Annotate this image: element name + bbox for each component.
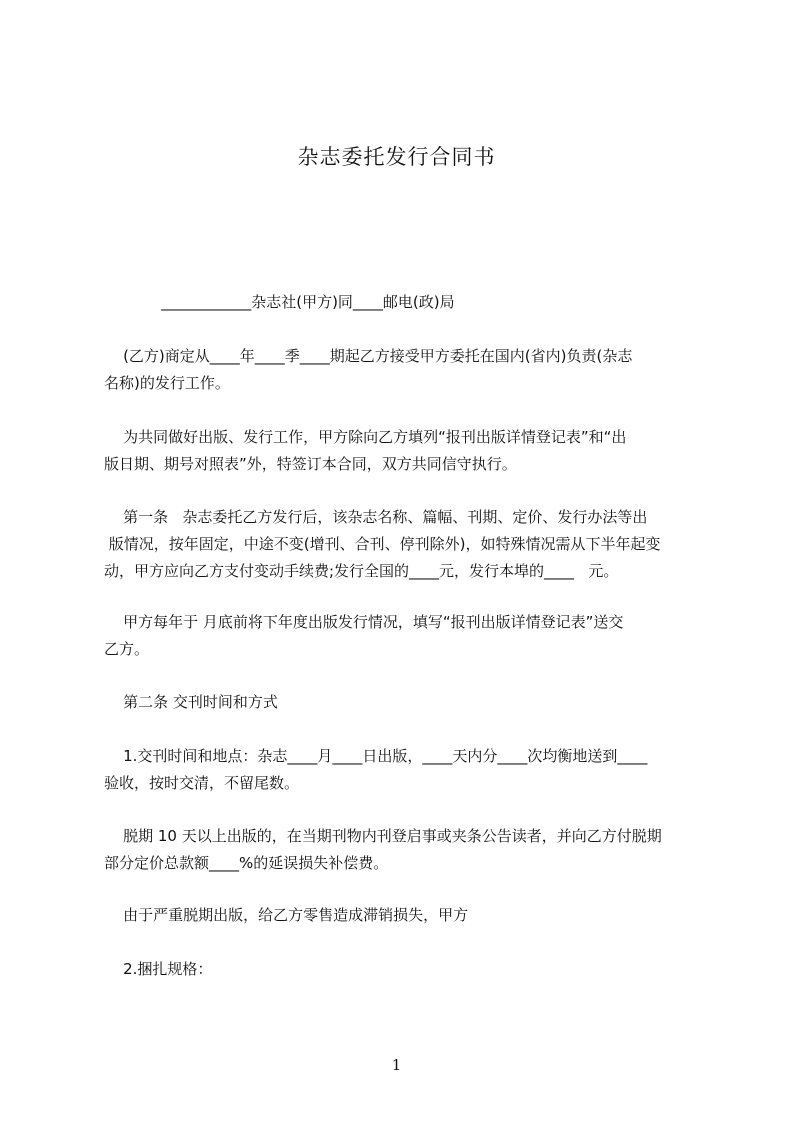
clause-line: 验收，按时交清，不留尾数。	[104, 774, 300, 792]
article-1-line: 第一条 杂志委托乙方发行后，该杂志名称、篇幅、刊期、定价、发行办法等出	[104, 508, 648, 526]
article-1-line: 动，甲方应向乙方支付变动手续费;发行全国的____元，发行本埠的____ 元。	[104, 562, 619, 580]
clause-line: 脱期 10 天以上出版的，在当期刊物内刊登启事或夹条公告读者，并向乙方付脱期	[104, 827, 662, 845]
paragraph-line: 为共同做好出版、发行工作，甲方除向乙方填列“报刊出版详情登记表”和“出	[104, 428, 627, 446]
clause-line: 2.捆扎规格：	[104, 960, 213, 978]
article-2-heading: 第二条 交刊时间和方式	[104, 693, 278, 711]
paragraph-line: 甲方每年于 月底前将下年度出版发行情况，填写“报刊出版详情登记表”送交	[104, 613, 624, 631]
page-number: 1	[391, 1056, 402, 1074]
paragraph-line: 乙方。	[104, 640, 150, 658]
article-1-line: 版情况，按年固定，中途不变(增刊、合刊、停刊除外)，如特殊情况需从下半年起变	[104, 535, 661, 553]
clause-line: 部分定价总款额____%的延误损失补偿费。	[104, 854, 389, 872]
document-title: 杂志委托发行合同书	[297, 145, 496, 169]
paragraph-line: 名称)的发行工作。	[104, 374, 230, 392]
paragraph-line: 版日期、期号对照表”外，特签订本合同，双方共同信守执行。	[104, 455, 517, 473]
paragraph-line: (乙方)商定从____年____季____期起乙方接受甲方委托在国内(省内)负责(杂志	[104, 347, 633, 365]
clause-line: 1.交刊时间和地点：杂志____月____日出版，____天内分____次均衡地送到____	[104, 747, 648, 765]
clause-line: 由于严重脱期出版，给乙方零售造成滞销损失，甲方	[104, 906, 469, 924]
party-line: ____________杂志社(甲方)同____邮电(政)局	[104, 293, 455, 311]
